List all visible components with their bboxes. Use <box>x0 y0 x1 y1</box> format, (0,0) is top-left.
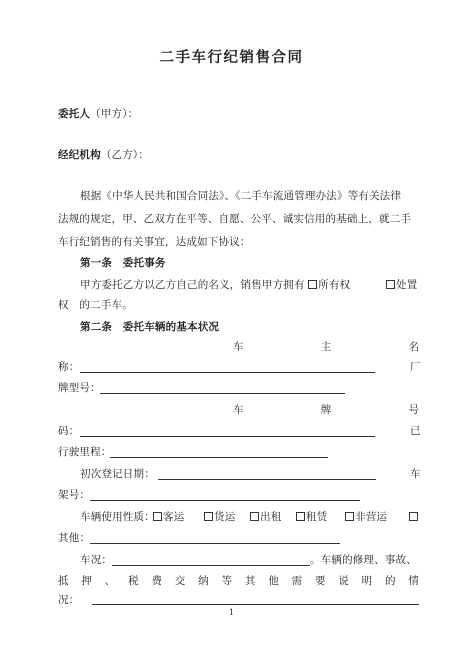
article-2-heading: 第二条 委托车辆的基本状况 <box>80 321 220 333</box>
article-1-line-2: 权 的二手车。 <box>58 299 133 311</box>
party-a-suffix: （甲方）： <box>90 108 139 120</box>
text-char: 需 <box>291 575 303 587</box>
text-char: 交 <box>174 575 186 587</box>
article-1-heading: 第一条 委托事务 <box>80 257 166 269</box>
ownership-label: 所有权 <box>318 279 351 291</box>
party-b-suffix: （乙方）： <box>100 149 150 161</box>
situation-label: 况： <box>58 594 80 606</box>
disposal-option <box>386 278 417 292</box>
condition-field[interactable] <box>112 565 310 566</box>
page-number: 1 <box>228 608 235 617</box>
taxi-checkbox[interactable] <box>250 512 259 521</box>
situation-field[interactable] <box>92 604 419 605</box>
usage-option-nonoperating <box>345 510 387 524</box>
plate-number-label: 码： <box>58 425 80 437</box>
usage-option-label: 客运 <box>163 511 185 523</box>
condition-tail: 。车辆的修理、事故、 <box>310 554 417 566</box>
preamble-line-1: 根据《中华人民共和国合同法》、《二手车流通管理办法》等有关法律 <box>80 190 402 202</box>
other-label: 其他： <box>58 532 91 544</box>
text-char: 的 <box>385 575 396 587</box>
text-char: 费 <box>151 575 162 587</box>
owner-name-field[interactable] <box>80 372 375 373</box>
disposal-checkbox[interactable] <box>386 280 395 289</box>
disposal-label: 处置 <box>396 279 418 291</box>
party-a-line <box>58 107 138 121</box>
plate-number-spaced-label <box>233 403 419 417</box>
factory-char: 厂 <box>410 361 421 373</box>
party-b-line <box>58 148 149 162</box>
first-reg-field[interactable] <box>158 479 376 480</box>
frame-char: 车 <box>410 468 421 480</box>
plate-number-field[interactable] <box>80 436 375 437</box>
usage-option-label: 货运 <box>214 511 236 523</box>
first-reg-label: 初次登记日期： <box>80 468 155 480</box>
frame-number-field[interactable] <box>90 500 360 501</box>
frame-number-label: 架号： <box>58 489 91 501</box>
preamble-line-3: 车行纪销售的有关事宜，达成如下协议： <box>58 236 251 248</box>
contract-title: 二手车行纪销售合同 <box>159 49 304 66</box>
usage-option-taxi <box>250 510 281 524</box>
preamble-line-2: 法规的规定，甲、乙双方在平等、自愿、公平、诚实信用的基础上，就二手 <box>58 213 412 225</box>
text-char: 明 <box>361 575 373 587</box>
mileage-label: 行驶里程： <box>58 446 112 458</box>
text-char: 他 <box>268 575 279 587</box>
text-char: 押 <box>81 575 92 587</box>
label-char: 主 <box>320 341 332 353</box>
text-char: 其 <box>244 575 256 587</box>
usage-option-lease <box>296 510 327 524</box>
label-char: 车 <box>233 404 244 416</box>
label-char: 名 <box>408 341 419 353</box>
already-char: 已 <box>410 425 421 437</box>
text-char: 税 <box>128 575 139 587</box>
party-b-label: 经纪机构 <box>58 149 101 161</box>
other-checkbox[interactable] <box>409 512 418 521</box>
freight-checkbox[interactable] <box>204 512 213 521</box>
mortgage-spaced-line <box>58 574 419 588</box>
label-char: 牌 <box>320 404 332 416</box>
nonoperating-checkbox[interactable] <box>345 512 354 521</box>
party-a-label: 委托人 <box>58 108 91 120</box>
owner-name-label: 称： <box>58 361 80 373</box>
plate-model-label: 牌型号： <box>58 382 101 394</box>
text-char: 抵 <box>58 575 69 587</box>
usage-option-passenger <box>153 510 184 524</box>
usage-option-label: 非营运 <box>355 511 388 523</box>
lease-checkbox[interactable] <box>296 512 305 521</box>
usage-label: 车辆使用性质： <box>80 511 155 523</box>
article-1-text: 甲方委托乙方以乙方自己的名义，销售甲方拥有 <box>80 279 305 291</box>
plate-model-field[interactable] <box>100 393 345 394</box>
text-char: 等 <box>221 575 233 587</box>
text-char: 、 <box>104 575 116 587</box>
label-char: 车 <box>233 341 244 353</box>
text-char: 纳 <box>198 575 209 587</box>
text-char: 说 <box>338 575 349 587</box>
article-1-body <box>80 278 350 292</box>
text-char: 情 <box>408 575 419 587</box>
other-field[interactable] <box>90 543 340 544</box>
ownership-checkbox[interactable] <box>308 280 317 289</box>
text-char: 要 <box>314 575 326 587</box>
label-char: 号 <box>408 404 419 416</box>
car-name-spaced-label <box>233 340 419 354</box>
usage-option-freight <box>204 510 235 524</box>
passenger-checkbox[interactable] <box>153 512 162 521</box>
usage-option-other <box>409 510 419 524</box>
mileage-field[interactable] <box>110 457 328 458</box>
usage-option-label: 出租 <box>260 511 282 523</box>
usage-option-label: 租赁 <box>306 511 328 523</box>
condition-label: 车况： <box>80 554 113 566</box>
